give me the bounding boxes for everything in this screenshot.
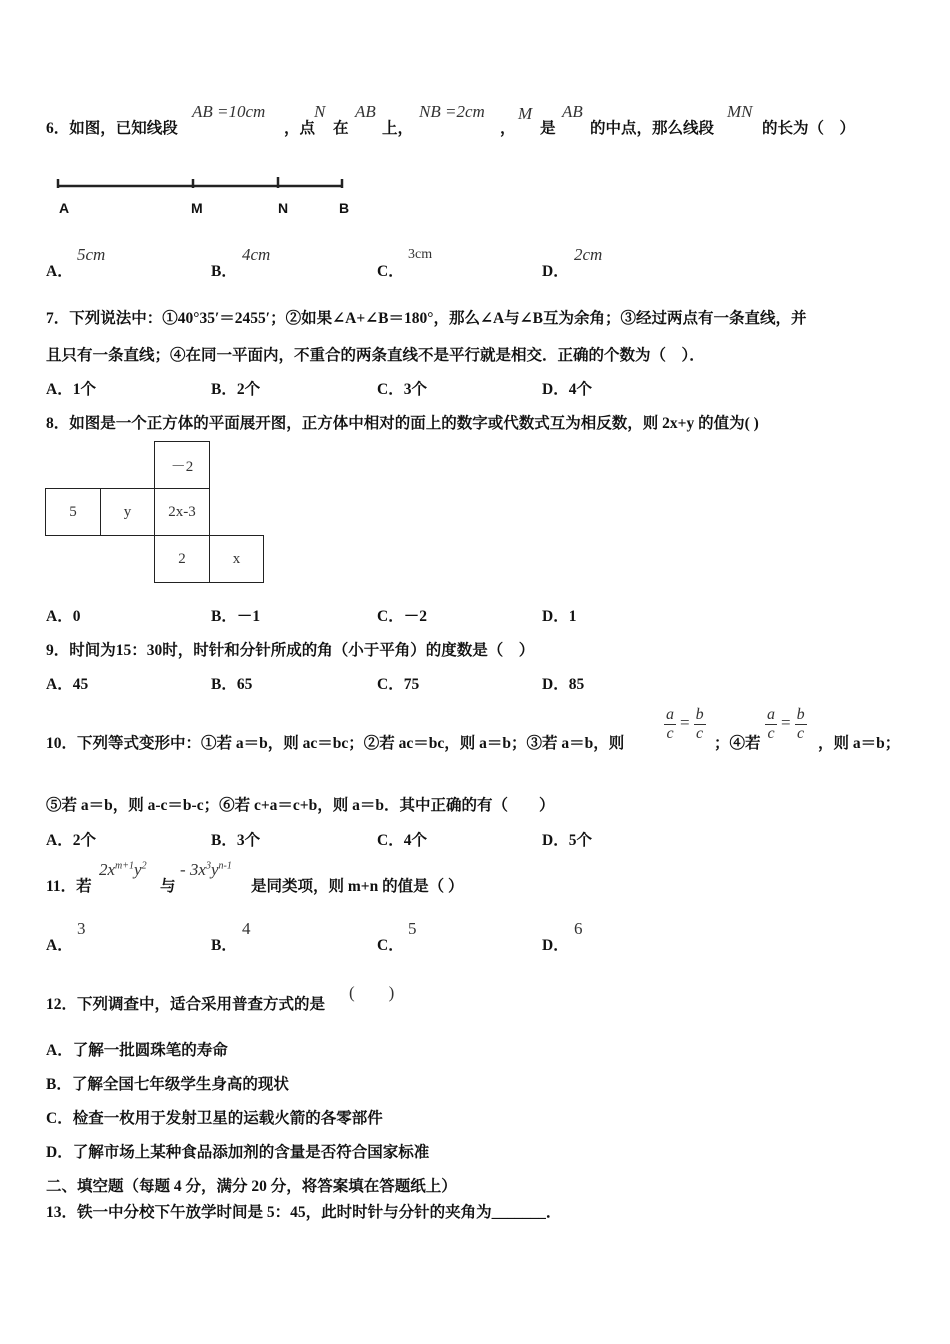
q6-option-d-letter: D． (542, 263, 569, 280)
q6-option-b-value: 4cm (242, 245, 271, 264)
point-b-label: B (339, 200, 350, 216)
q6-zhongdian: 的中点，那么线段 (590, 120, 715, 137)
q10-option-b: B．3个 (211, 832, 261, 849)
q11-option-b-value: 4 (242, 919, 251, 938)
q12-option-a: A．了解一批圆珠笔的寿命 (46, 1042, 228, 1059)
q11-prefix: 11．若 (46, 878, 92, 895)
q8-text: 8．如图是一个正方体的平面展开图，正方体中相对的面上的数字或代数式互为相反数，则 2x+y 的值为( ) (46, 415, 759, 432)
q6-ab2: AB (562, 102, 583, 121)
q8-option-a: A．0 (46, 608, 81, 625)
q6-option-c-letter: C． (377, 263, 404, 280)
q11-option-c-value: 5 (408, 919, 417, 938)
q6-option-b-letter: B． (211, 263, 237, 280)
q6-shi: 是 (540, 120, 556, 137)
q6-nb-expr: NB =2cm (419, 102, 485, 121)
q6-ab-expr: AB =10cm (192, 102, 266, 121)
q12-option-d: D．了解市场上某种食品添加剂的含量是否符合国家标准 (46, 1144, 430, 1161)
cube-face-y: y (100, 488, 155, 536)
q10-option-d: D．5个 (542, 832, 592, 849)
q6-comma: ， (500, 120, 516, 137)
q6-prefix: 6．如图，已知线段 (46, 120, 178, 137)
q6-mn: MN (727, 102, 753, 121)
q7-line2: 且只有一条直线；④在同一平面内，不重合的两条直线不是平行就是相交．正确的个数为（ ）． (46, 347, 705, 364)
q11-option-a-value: 3 (77, 919, 86, 938)
q11-option-d-letter: D． (542, 937, 569, 954)
q8-option-c: C．－2 (377, 608, 427, 625)
question-13: 13．铁一中分校下午放学时间是 5：45，此时时针与分针的夹角为_______． (46, 1204, 562, 1221)
q11-suffix: 是同类项，则 m+n 的值是（ ） (251, 878, 464, 895)
q6-option-a-letter: A． (46, 263, 73, 280)
q9-option-b: B．65 (211, 676, 253, 693)
q10-option-a: A．2个 (46, 832, 96, 849)
q11-yu: 与 (160, 878, 176, 895)
cube-face-bottom: 2 (154, 535, 210, 583)
q6-option-a-value: 5cm (77, 245, 106, 264)
point-a-label: A (59, 200, 70, 216)
q6-option-d-value: 2cm (574, 245, 603, 264)
q6-ab: AB (355, 102, 376, 121)
q9-option-a: A．45 (46, 676, 89, 693)
cube-face-left: 5 (45, 488, 101, 536)
q6-suffix: 的长为（ ） (762, 120, 856, 137)
q12-text: 12．下列调查中，适合采用普查方式的是 (46, 996, 326, 1013)
q12-option-c: C．检查一枚用于发射卫星的运载火箭的各零部件 (46, 1110, 383, 1127)
q11-term2: - $3x^3y^{n-1}$ (180, 860, 232, 879)
q10-semi: ；④若 (714, 735, 761, 752)
q10-fraction-1: $\frac{a}{c}$ = $\frac{b}{c}$ (666, 706, 704, 742)
cube-face-center: 2x-3 (154, 488, 210, 536)
q12-option-b: B．了解全国七年级学生身高的现状 (46, 1076, 289, 1093)
segment-line (50, 172, 360, 196)
q7-line1: 7．下列说法中：①40°35′＝2455′；②如果∠A+∠B＝180°，那么∠A与∠B互为余角；③经过两点有一条直线，并 (46, 310, 807, 327)
q6-zai: 在 (333, 120, 349, 137)
q9-option-c: C．75 (377, 676, 420, 693)
q6-option-c-value: 3cm (408, 247, 433, 262)
q11-option-c-letter: C． (377, 937, 404, 954)
q11-option-a-letter: A． (46, 937, 73, 954)
q6-n: N (314, 102, 326, 121)
q7-option-b: B．2个 (211, 381, 261, 398)
q12-paren: ( ) (349, 983, 395, 1002)
q6-dian: ，点 (284, 120, 316, 137)
q10-part2: ，则 a＝b； (818, 735, 901, 752)
q10-line2: ⑤若 a＝b，则 a-c＝b-c；⑥若 c+a＝c+b，则 a＝b．其中正确的有（ ） (46, 797, 555, 814)
q8-option-d: D．1 (542, 608, 577, 625)
q11-term1: $2x^{m+1}y^2$ (99, 860, 147, 879)
q9-text: 9．时间为15：30时，时针和分针所成的角（小于平角）的度数是（ ） (46, 642, 535, 659)
q9-option-d: D．85 (542, 676, 585, 693)
point-n-label: N (278, 200, 289, 216)
q7-option-d: D．4个 (542, 381, 592, 398)
q6-m: M (518, 104, 533, 123)
q6-shang: 上， (382, 120, 414, 137)
q7-option-a: A．1个 (46, 381, 96, 398)
q10-fraction-2: $\frac{a}{c}$ = $\frac{b}{c}$ (767, 706, 805, 742)
section-2-heading: 二、填空题（每题 4 分，满分 20 分，将答案填在答题纸上） (46, 1178, 457, 1195)
q7-option-c: C．3个 (377, 381, 427, 398)
point-m-label: M (191, 200, 203, 216)
cube-face-top: －2 (154, 441, 210, 489)
cube-face-x: x (209, 535, 264, 583)
q10-part1: 10．下列等式变形中：①若 a＝b，则 ac＝bc；②若 ac＝bc，则 a＝b；③若 a＝b，则 (46, 735, 625, 752)
q11-option-b-letter: B． (211, 937, 237, 954)
q10-option-c: C．4个 (377, 832, 427, 849)
q8-option-b: B．－1 (211, 608, 261, 625)
q11-option-d-value: 6 (574, 919, 583, 938)
